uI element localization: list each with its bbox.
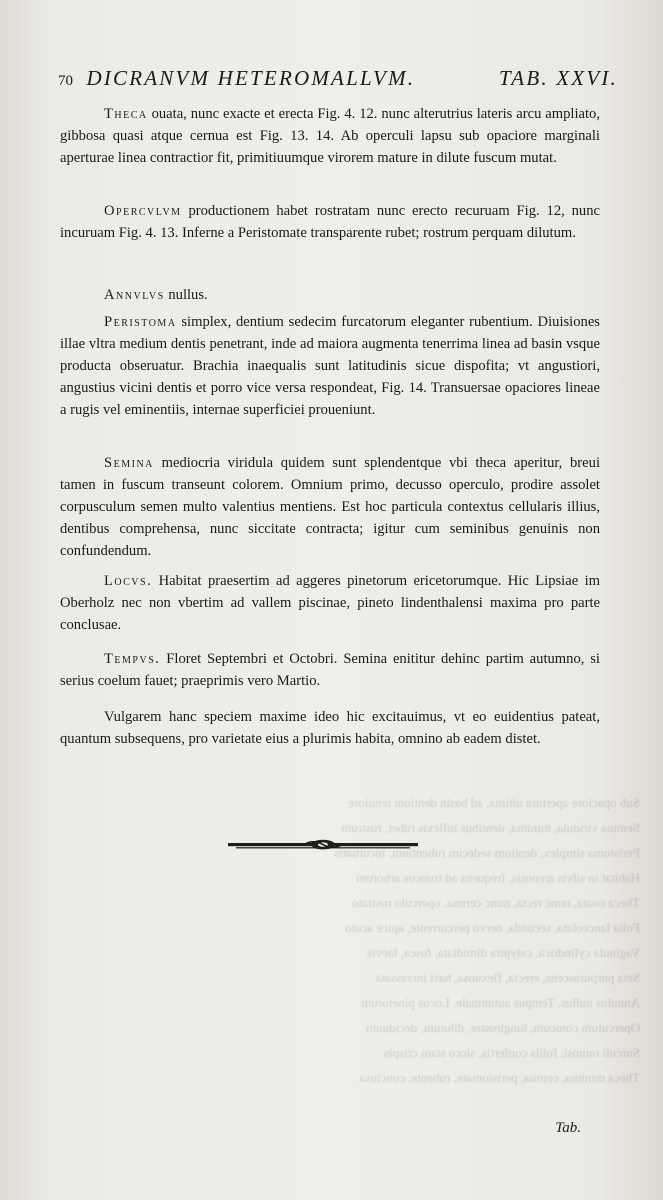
paragraph-text: Habitat praesertim ad aggeres pinetorum ericetorumque. Hic Lipsiae im Oberholz nec non vbertim ad vallem piscinae, pineto lindenthalensi maxima pro parte conclusae. [60,573,600,633]
ornamental-rule [228,838,418,852]
paragraph-lead: Semina [104,455,154,471]
paragraph-text: mediocria viridula quidem sunt splendentque vbi theca aperitur, breui tamen in fuscum transeunt colorem. Omnium primo, decusso operculo, prodire assolet corpusculum semen multo valentius mentiens. Est hoc particula contextus cellularis illius, dentibus comprehensa, nunc siccitate contracta; igitur cum seminibus genuinis non confundendum. [60,455,600,559]
paragraph-annulus [60,284,600,306]
paragraph-lead: Annvlvs [104,287,165,303]
page-number: 70 [58,73,73,89]
paragraph-locus [60,570,600,636]
species-title: DICRANVM HETEROMALLVM. [86,66,416,90]
paragraph-lead: Locvs. [104,573,153,589]
paragraph-peristoma [60,311,600,421]
paragraph-semina [60,452,600,562]
paragraph-text: simplex, dentium sedecim furcatorum eleganter rubentium. Diuisiones illae vltra medium dentis penetrant, inde ad maiora augmenta tenerrima linea ad basin vsque producta obseruatur. Brachia inaequalis sunt latitudinis sicue dispofita; vt angustiori, angustius vicini dentis et porro vice versa respondeat, Fig. 14. Transuersae opaciores lineae a rugis vel eminentiis, internae superficiei proueniunt. [60,314,600,418]
paragraph-theca [60,103,600,169]
show-through-text: Sub opaciore apertura ultima, ad basin dentium tenuiore Semina viridula, minima, dentibus inflexis rubet, rostrum Peristoma simplex, dentium sedecim rubentium, incuruatis Habitat in silvis arenosis, frequens ad truncos arborum Theca ouata, nunc recta, nunc cernua, operculo rostrato Folia lanceolata, secunda, nervo percurrente, apice acuto Vaginula cylindrica, calyptra dimidiata, fusca, laevis Seta purpurascens, erecta, flexuosa, basi incrassata Annulus nullus. Tempus autumnale. Locus pinetorum Operculum conicum, longirostre, dilutum, deciduum Surculi ramosi, foliis confertis, sicco statu crispis Theca minima, cernua, peristomate, rubente, conclusa [334,795,640,1085]
paragraph-text: Vulgarem hanc speciem maxime ideo hic excitauimus, vt eo euidentius pateat, quantum subsequens, pro varietate eius a plurimis habita, omnino ab eadem distet. [60,709,600,747]
paragraph-text: productionem habet rostratam nunc erecto recuruam Fig. 12, nunc incuruam Fig. 4. 13. Inferne a Peristomate transparente rubet; rostrum perquam dilutum. [60,203,600,241]
plate-reference: TAB. XXVI. [498,66,618,90]
paragraph-lead: Peristoma [104,314,177,330]
running-header [58,66,618,100]
paragraph-lead: Theca [104,106,148,122]
paragraph-tempus [60,648,600,692]
paragraph-text: Floret Septembri et Octobri. Semina enititur dehinc partim autumno, si serius coelum fauet; praeprimis vero Martio. [60,651,600,689]
paragraph-lead: Opercvlvm [104,203,182,219]
paragraph-text: ouata, nunc exacte et erecta Fig. 4. 12. nunc alterutrius lateris arcu ampliato, gibbosa quasi atque cernua est Fig. 13. 14. Ab operculi lapsu sub opaciore marginali aperturae linea contractior fit, primitiuumque virorem mature in dilute fuscum mutat. [60,106,601,166]
catchword: Tab. [555,1120,581,1136]
paragraph-text: nullus. [168,287,208,303]
paragraph-operculum [60,200,600,244]
paragraph-closing [60,706,600,750]
paragraph-lead: Tempvs. [104,651,161,667]
